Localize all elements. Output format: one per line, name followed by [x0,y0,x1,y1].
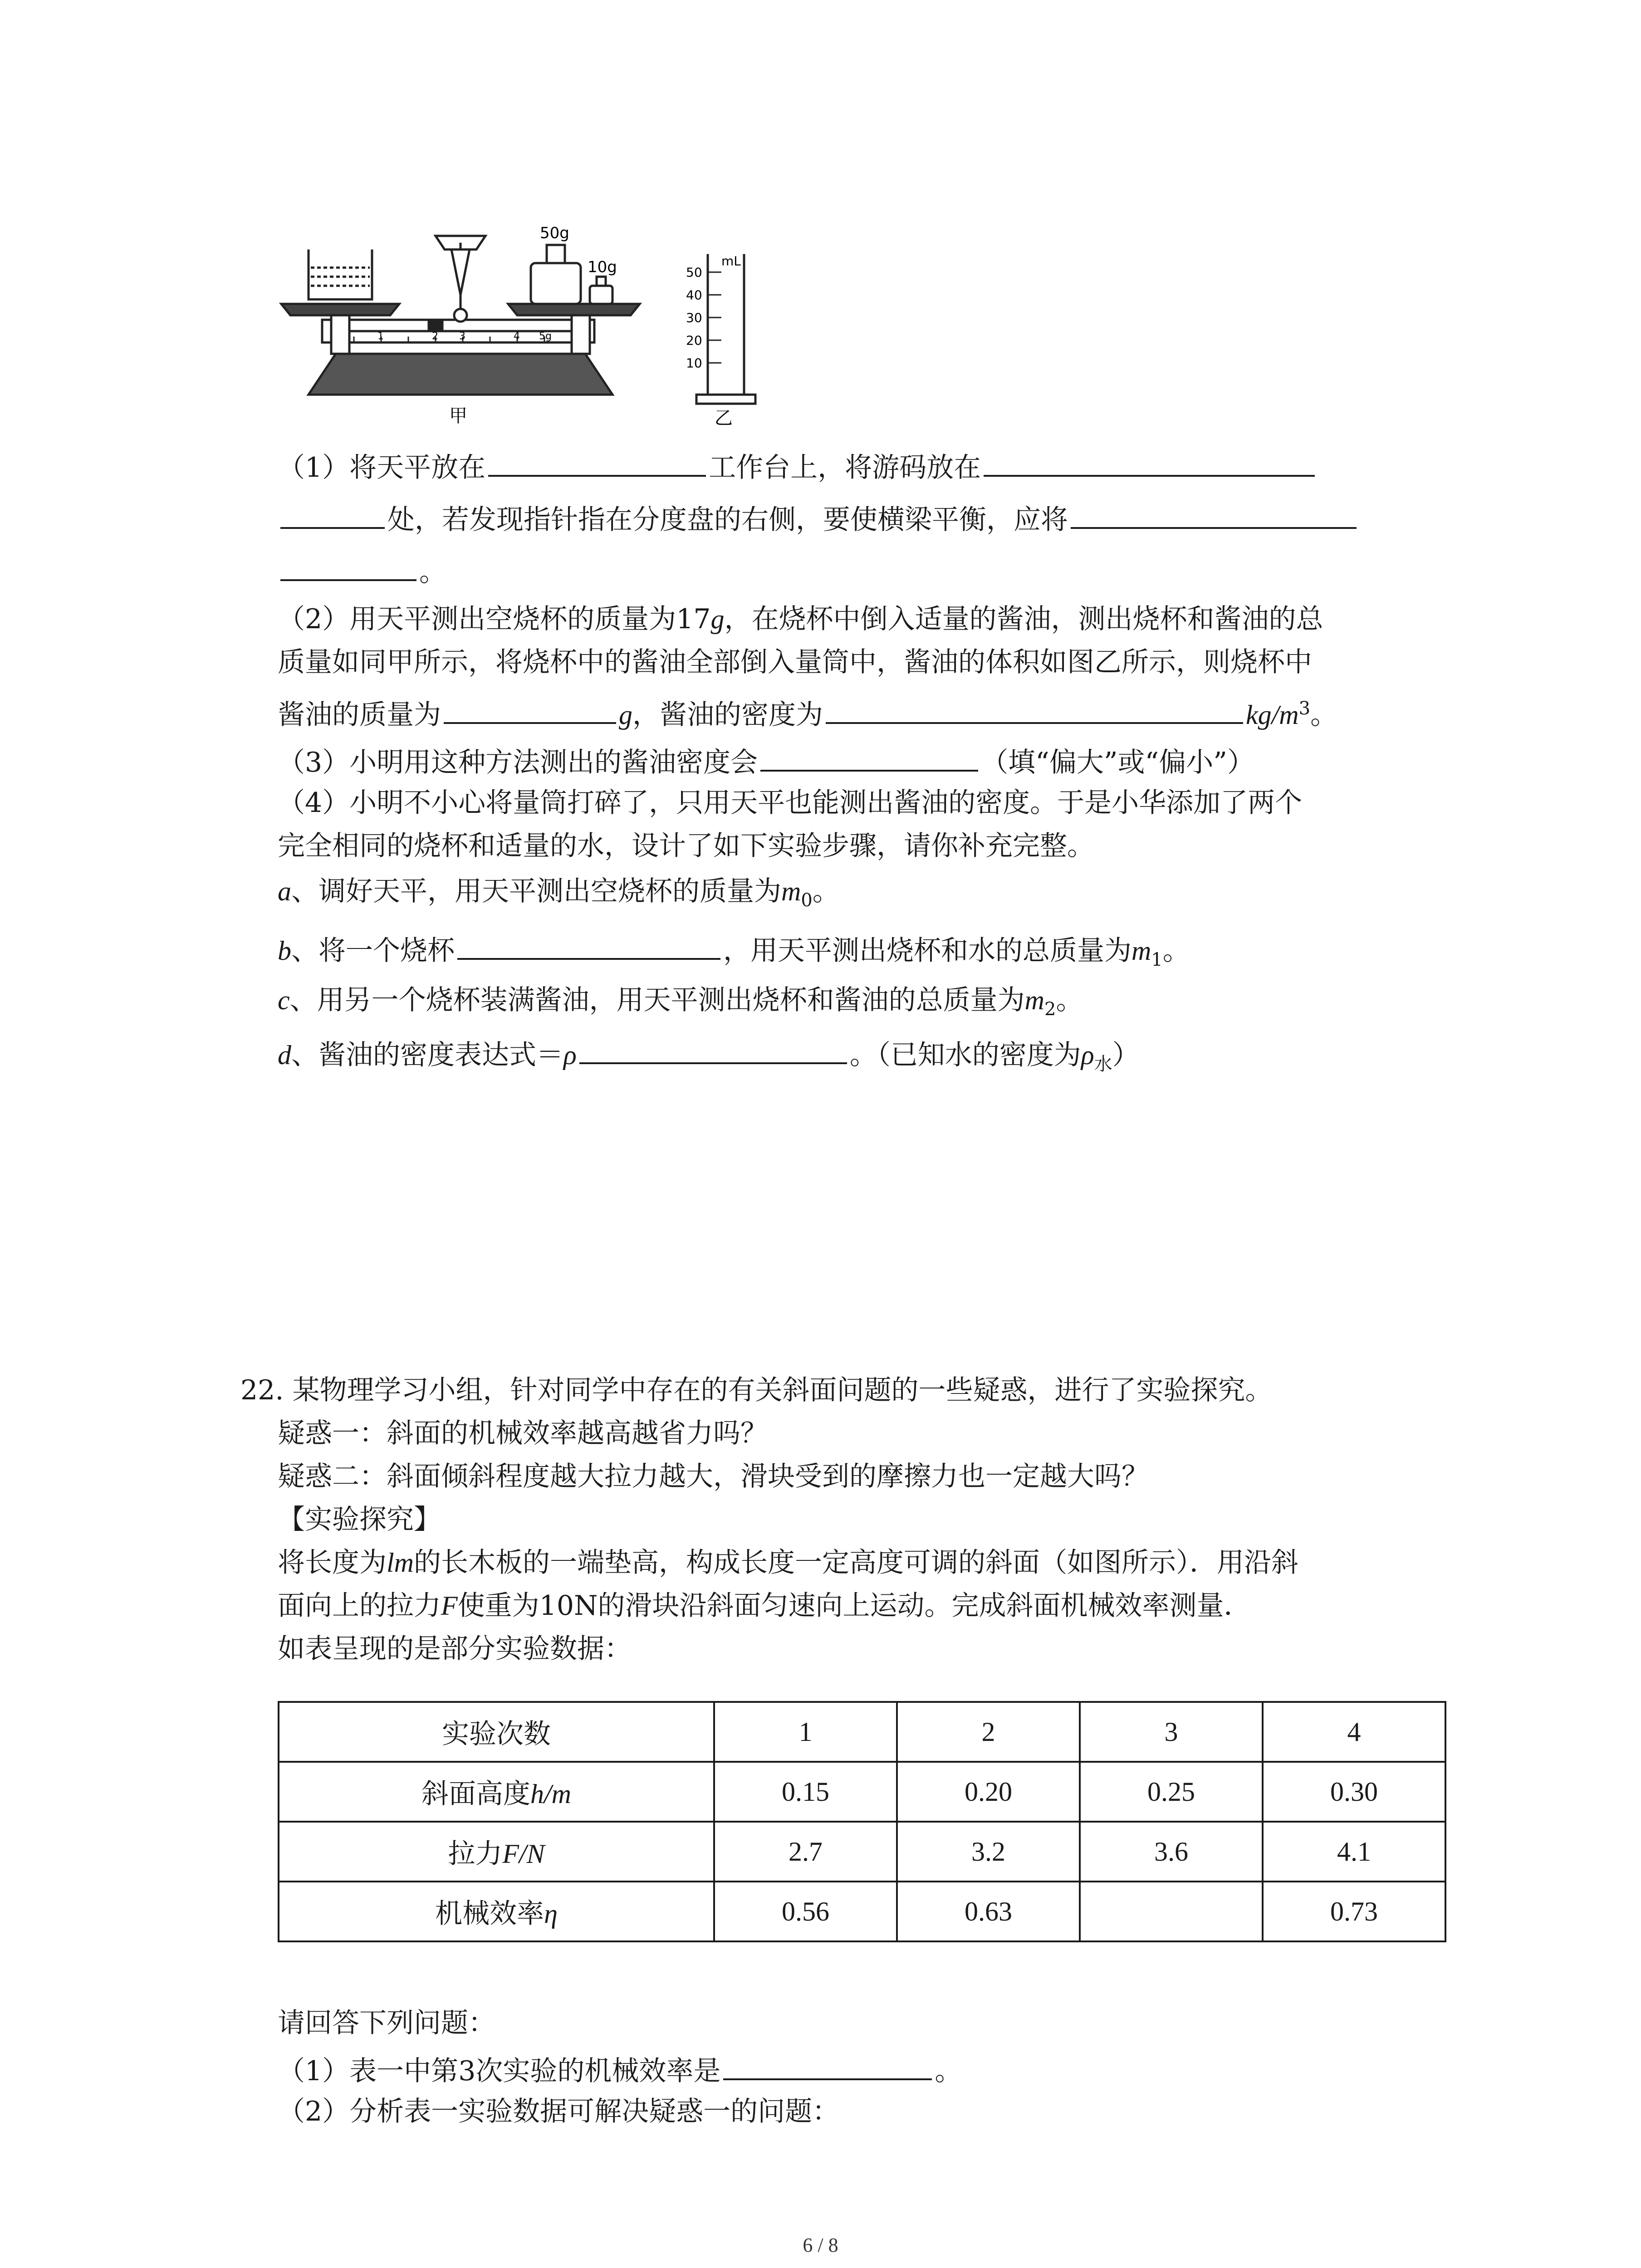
cylinder-tick-50: 50 [686,265,702,280]
page-number: 6 / 8 [803,2234,838,2256]
scale-tick-3: 3 [459,331,465,342]
answer-blank-table-surface[interactable] [488,447,706,477]
q21-part4-line1: （4）小明不小心将量筒打碎了，只用天平也能测出酱油的密度。于是小华添加了两个 [278,787,1303,819]
table-row-force [279,1822,1445,1882]
cylinder-figure [676,245,785,426]
q21-step-b: b、将一个烧杯 ，用天平测出烧杯和水的总质量为$m_1$。 [278,930,1190,969]
row-label-force: 拉力F/N [279,1822,714,1882]
q21-part1-line2: 处，若发现指针指在分度盘的右侧，要使横梁平衡，应将 [278,499,1359,538]
scale-tick-5: 5g [539,331,552,342]
table-cell: 1 [714,1702,897,1762]
answer-blank-density-bias[interactable] [760,742,978,772]
q21-part2-line1: （2）用天平测出空烧杯的质量为17g，在烧杯中倒入适量的酱油，测出烧杯和酱油的总 [278,603,1323,635]
answer-blank-efficiency-3[interactable] [723,2050,932,2080]
q22-title: 22. 某物理学习小组，针对同学中存在的有关斜面问题的一些疑惑，进行了实验探究。 [240,1374,1273,1406]
answer-blank-rider-position-cont[interactable] [280,499,385,529]
row-label-trial: 实验次数 [279,1702,714,1762]
table-cell: 4.1 [1263,1822,1445,1882]
scale-tick-2: 2 [432,331,438,342]
table-cell: 2.7 [714,1822,897,1882]
table-cell: 3.2 [897,1822,1080,1882]
answer-blank-balance-nut[interactable] [1071,499,1357,529]
row-label-height: 斜面高度h/m [279,1762,714,1822]
figure-caption-yi: 乙 [715,408,733,426]
table-cell: 3.6 [1080,1822,1263,1882]
table-cell: 4 [1263,1702,1445,1762]
q22-setup-line1: 将长度为lm的长木板的一端垫高，构成长度一定高度可调的斜面（如图所示）．用沿斜 [278,1547,1298,1579]
small-weight-label: 10g [588,258,617,276]
q21-part2-line3: 酱油的质量为 g，酱油的密度为 $kg/m^3$。 [278,694,1337,733]
q22-doubt-2: 疑惑二：斜面倾斜程度越大拉力越大，滑块受到的摩擦力也一定越大吗？ [278,1461,1149,1492]
q22-part2: （2）分析表一实验数据可解决疑惑一的问题： [278,2096,840,2127]
q21-step-a: a、调好天平，用天平测出空烧杯的质量为$m_0$。 [278,875,840,911]
experiment-data-table [278,1701,1446,1942]
table-cell: 0.15 [714,1762,897,1822]
answer-blank-soy-density[interactable] [826,694,1243,724]
table-cell: 0.25 [1080,1762,1263,1822]
q22-part1: （1）表一中第3次实验的机械效率是 。 [278,2050,962,2089]
cylinder-tick-30: 30 [686,310,702,325]
cylinder-tick-20: 20 [686,333,702,348]
scale-tick-4: 4 [514,331,520,342]
q21-part3-line: （3）小明用这种方法测出的酱油密度会 （填“偏大”或“偏小”） [278,742,1254,781]
table-cell: 0.56 [714,1882,897,1941]
table-cell-empty[interactable] [1080,1882,1263,1941]
table-row-trial [279,1702,1445,1762]
answer-blank-balance-nut-cont[interactable] [280,551,416,581]
answer-blank-fill-water[interactable] [457,930,720,960]
balance-figure [272,218,649,426]
cylinder-tick-40: 40 [686,288,702,303]
q22-setup-line2: 面向上的拉力F使重为10N的滑块沿斜面匀速向上运动。完成斜面机械效率测量． [278,1590,1251,1622]
figure-caption-jia: 甲 [449,406,467,426]
answer-blank-soy-mass[interactable] [444,694,616,724]
q21-part1-line3: 。 [278,551,446,590]
q22-answer-prompt: 请回答下列问题： [278,2007,495,2039]
table-cell: 2 [897,1702,1080,1762]
q22-section-heading: 【实验探究】 [278,1504,441,1535]
q21-part4-line2: 完全相同的烧杯和适量的水，设计了如下实验步骤，请你补充完整。 [278,830,1094,862]
answer-blank-density-expression[interactable] [579,1034,847,1064]
q22-doubt-1: 疑惑一：斜面的机械效率越高越省力吗？ [278,1418,768,1449]
q22-table-intro: 如表呈现的是部分实验数据： [278,1633,632,1665]
table-cell: 0.73 [1263,1882,1445,1941]
table-cell: 0.30 [1263,1762,1445,1822]
q21-part2-line2: 质量如同甲所示，将烧杯中的酱油全部倒入量筒中，酱油的体积如图乙所示，则烧杯中 [278,646,1312,678]
big-weight-label: 50g [540,224,569,242]
q21-part1-line1: （1）将天平放在 工作台上，将游码放在 [278,447,1318,486]
table-cell: 3 [1080,1702,1263,1762]
table-row-height [279,1762,1445,1822]
table-row-efficiency [279,1882,1445,1941]
q21-step-c: c、用另一个烧杯装满酱油，用天平测出烧杯和酱油的总质量为$m_2$。 [278,984,1083,1020]
q21-step-d: d、酱油的密度表达式＝ρ 。（已知水的密度为$\rho_水$） [278,1034,1140,1073]
table-cell: 0.63 [897,1882,1080,1941]
cylinder-tick-10: 10 [686,356,702,371]
table-cell: 0.20 [897,1762,1080,1822]
cylinder-unit-label: mL [721,254,741,269]
answer-blank-rider-position[interactable] [984,447,1315,477]
scale-tick-1: 1 [377,331,384,342]
row-label-efficiency: 机械效率η [279,1882,714,1941]
